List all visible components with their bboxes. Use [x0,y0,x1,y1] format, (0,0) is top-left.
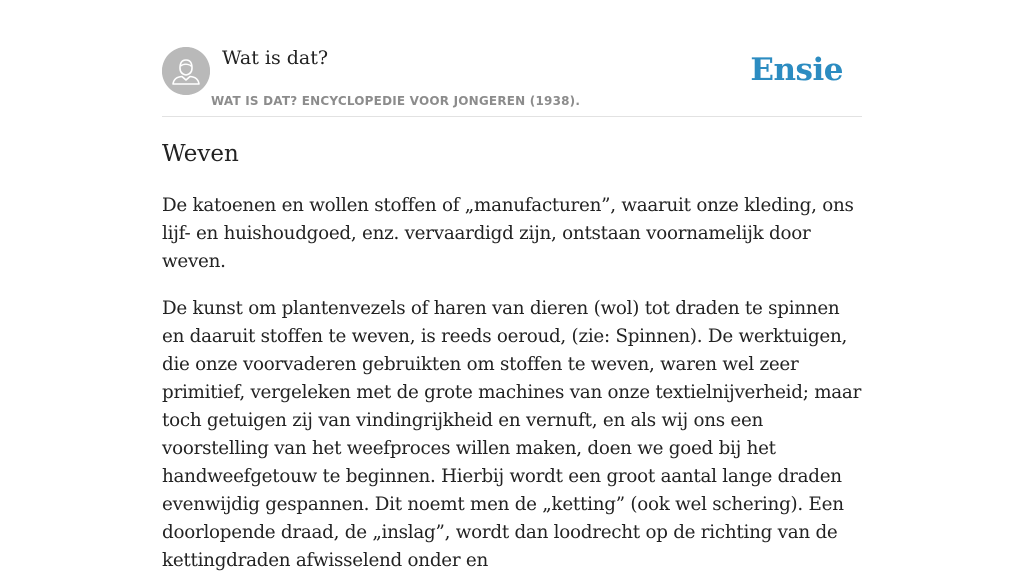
user-icon [162,47,210,95]
source-subtitle: WAT IS DAT? ENCYCLOPEDIE VOOR JONGEREN (1938). [211,94,581,108]
source-title[interactable]: Wat is dat? [222,47,329,69]
article-title: Weven [162,141,239,167]
article [162,136,862,575]
source-header [162,40,862,117]
ensie-logo[interactable]: Ensie [750,52,843,88]
article-paragraph: De katoenen en wollen stoffen of „manufacturen”, waaruit onze kleding, ons lijf- en huishoudgoed, enz. vervaardigd zijn, ontstaan voornamelijk door weven. [162,195,854,272]
article-paragraph: De kunst om plantenvezels of haren van dieren (wol) tot draden te spinnen en daaruit stoffen te weven, is reeds oeroud, (zie: Spinnen). De werktuigen, die onze voorvaderen gebruikten om stoffen te weven, waren wel zeer primitief, vergeleken met de grote machines van onze textielnijverheid; maar toch getuigen zij van vindingrijkheid en vernuft, en als wij ons een voorstelling van het weefproces willen maken, doen we goed bij het handweefgetouw te beginnen. Hierbij wordt een groot aantal lange draden evenwijdig gespannen. Dit noemt men de „ketting” (ook wel schering). Een doorlopende draad, de „inslag”, wordt dan loodrecht op de richting van de kettingdraden afwisselend onder en [162,298,862,571]
avatar[interactable] [162,47,210,95]
